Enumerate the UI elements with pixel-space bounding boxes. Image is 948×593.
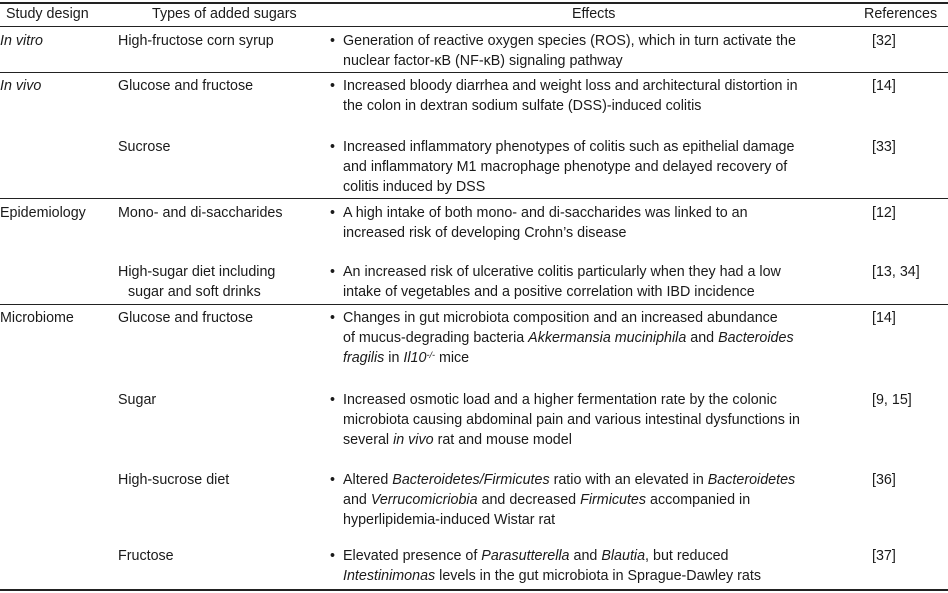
- effect-line: microbiota causing abdominal pain and various intestinal dysfunctions in: [343, 412, 800, 428]
- effect-line: Altered Bacteroidetes/Firmicutes ratio with an elevated in Bacteroidetes: [343, 472, 796, 488]
- effect-line: of mucus-degrading bacteria Akkermansia muciniphila and Bacteroides: [343, 330, 794, 346]
- sugar-type-cell: Glucose and fructose: [118, 78, 254, 94]
- sugar-type-cell: sugar and soft drinks: [128, 284, 261, 300]
- table-bottom-rule: [0, 589, 948, 591]
- effect-line: Increased inflammatory phenotypes of colitis such as epithelial damage: [343, 139, 795, 155]
- reference-cell: [14]: [872, 78, 896, 94]
- study-design-cell: Epidemiology: [0, 205, 86, 221]
- reference-cell: [37]: [872, 548, 896, 564]
- sugar-type-cell: High-fructose corn syrup: [118, 33, 274, 49]
- effect-line: Elevated presence of Parasutterella and Blautia, but reduced: [343, 548, 729, 564]
- section-rule-epidemiology: [0, 198, 948, 199]
- sugar-type-cell: Fructose: [118, 548, 174, 564]
- bullet-mark: •: [330, 310, 336, 326]
- effect-line: Intestinimonas levels in the gut microbiota in Sprague-Dawley rats: [343, 568, 761, 584]
- effect-line: intake of vegetables and a positive correlation with IBD incidence: [343, 284, 755, 300]
- reference-cell: [13, 34]: [872, 264, 920, 280]
- effect-line: and inflammatory M1 macrophage phenotype and delayed recovery of: [343, 159, 788, 175]
- effect-line: Generation of reactive oxygen species (ROS), which in turn activate the: [343, 33, 796, 49]
- effect-line: colitis induced by DSS: [343, 179, 486, 195]
- effect-line: nuclear factor-κB (NF-κB) signaling pathway: [343, 53, 623, 69]
- effect-line: hyperlipidemia-induced Wistar rat: [343, 512, 556, 528]
- reference-cell: [9, 15]: [872, 392, 912, 408]
- bullet-mark: •: [330, 78, 336, 94]
- header-references: References: [864, 6, 938, 22]
- effect-line: several in vivo rat and mouse model: [343, 432, 572, 448]
- effect-line: increased risk of developing Crohn’s disease: [343, 225, 627, 241]
- bullet-mark: •: [330, 139, 336, 155]
- reference-cell: [12]: [872, 205, 896, 221]
- header-study-design: Study design: [6, 6, 89, 22]
- bullet-mark: •: [330, 264, 336, 280]
- reference-cell: [36]: [872, 472, 896, 488]
- sugar-type-cell: High-sugar diet including: [118, 264, 276, 280]
- table-top-rule: [0, 2, 948, 4]
- sugar-type-cell: Mono- and di-saccharides: [118, 205, 283, 221]
- sugar-type-cell: High-sucrose diet: [118, 472, 230, 488]
- effect-line: Changes in gut microbiota composition and an increased abundance: [343, 310, 778, 326]
- effect-line: Increased bloody diarrhea and weight loss and architectural distortion in: [343, 78, 798, 94]
- effect-line: fragilis in Il10-/- mice: [343, 350, 470, 366]
- study-design-cell: Microbiome: [0, 310, 74, 326]
- effect-line: the colon in dextran sodium sulfate (DSS)-induced colitis: [343, 98, 702, 114]
- section-rule-microbiome: [0, 304, 948, 305]
- bullet-mark: •: [330, 392, 336, 408]
- header-effects: Effects: [572, 6, 616, 22]
- bullet-mark: •: [330, 472, 336, 488]
- header-rule: [0, 26, 948, 27]
- effect-line: Increased osmotic load and a higher fermentation rate by the colonic: [343, 392, 777, 408]
- section-rule-in-vivo: [0, 72, 948, 73]
- sugar-type-cell: Sugar: [118, 392, 157, 408]
- effect-line: An increased risk of ulcerative colitis particularly when they had a low: [343, 264, 781, 280]
- reference-cell: [33]: [872, 139, 896, 155]
- bullet-mark: •: [330, 205, 336, 221]
- sugar-type-cell: Glucose and fructose: [118, 310, 254, 326]
- reference-cell: [14]: [872, 310, 896, 326]
- bullet-mark: •: [330, 33, 336, 49]
- study-design-cell: In vitro: [0, 33, 43, 49]
- effect-line: A high intake of both mono- and di-saccharides was linked to an: [343, 205, 748, 221]
- sugar-type-cell: Sucrose: [118, 139, 171, 155]
- effect-line: and Verrucomicriobia and decreased Firmicutes accompanied in: [343, 492, 751, 508]
- study-design-cell: In vivo: [0, 78, 42, 94]
- reference-cell: [32]: [872, 33, 896, 49]
- header-types-of-added-sugars: Types of added sugars: [152, 6, 297, 22]
- bullet-mark: •: [330, 548, 336, 564]
